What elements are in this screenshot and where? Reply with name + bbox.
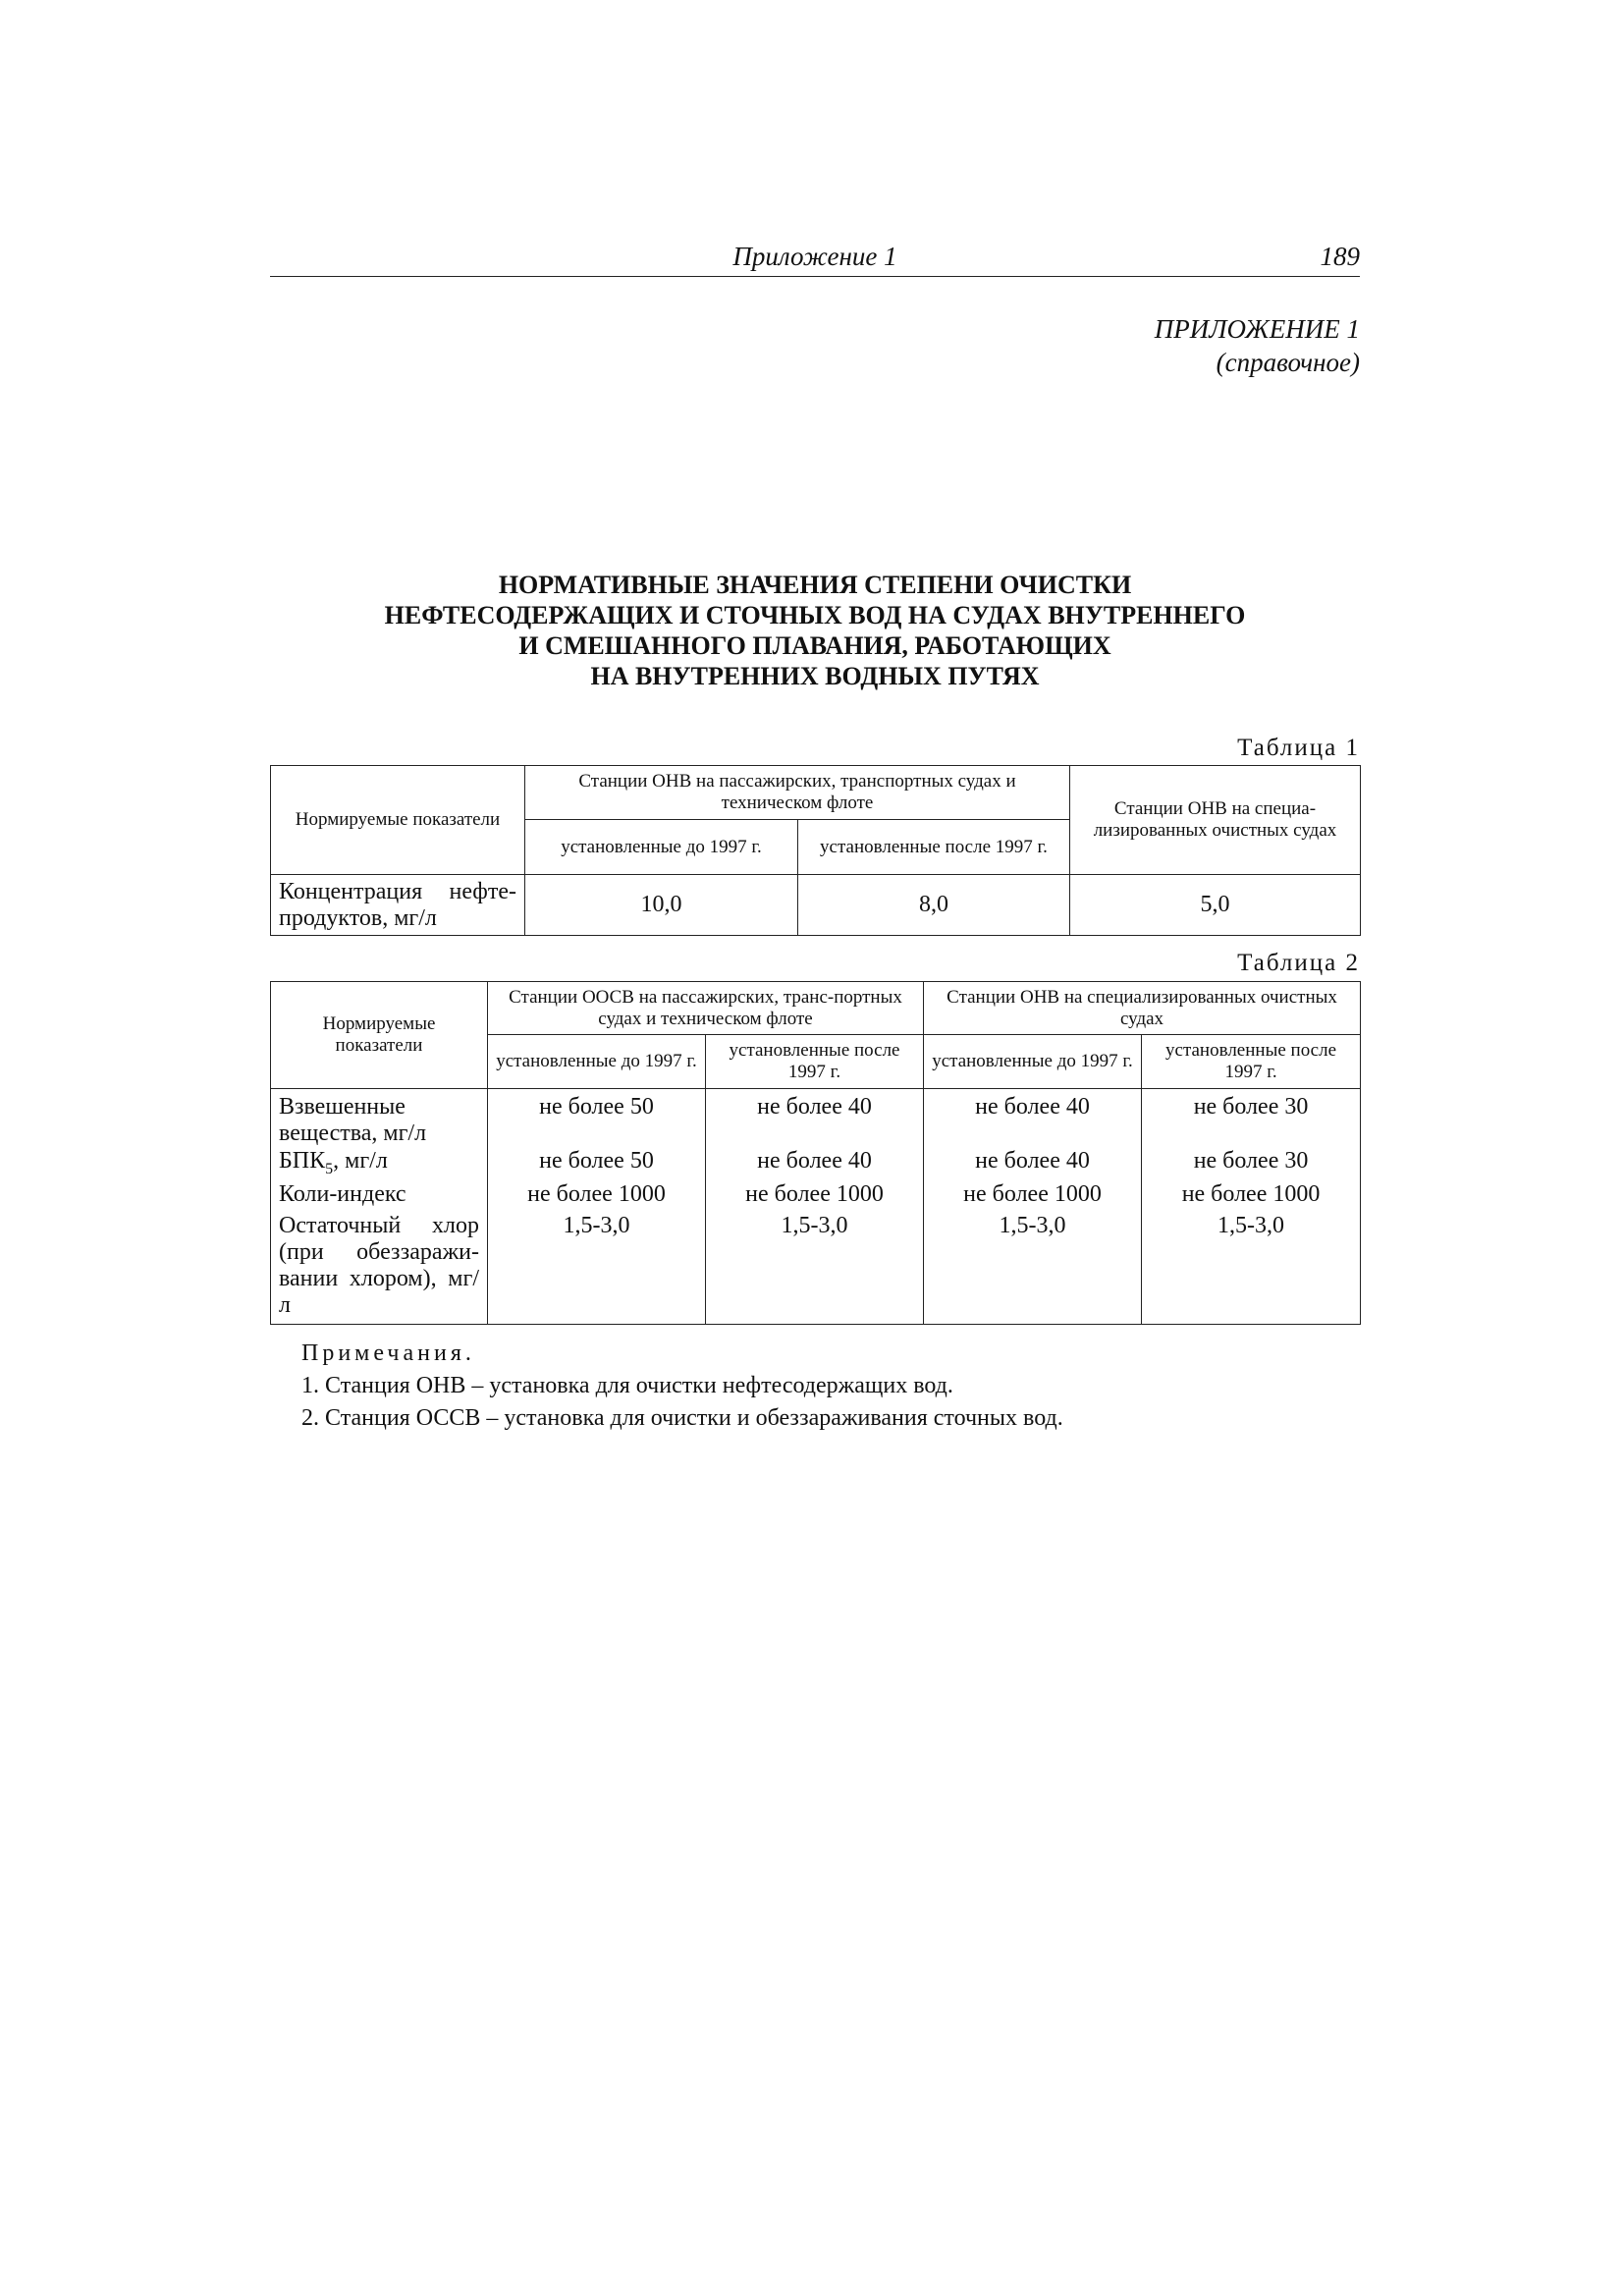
table2-caption: Таблица 2 bbox=[1237, 950, 1360, 976]
t2-row-label bbox=[271, 1148, 488, 1182]
t1-header-after-1997: установленные после 1997 г. bbox=[798, 820, 1070, 875]
appendix-label: ПРИЛОЖЕНИЕ 1 bbox=[1154, 314, 1360, 344]
t2-header-after-1997: установленные после 1997 г. bbox=[1142, 1035, 1361, 1089]
title-line: НОРМАТИВНЫЕ ЗНАЧЕНИЯ СТЕПЕНИ ОЧИСТКИ bbox=[498, 571, 1132, 599]
t2-value: не более 50 bbox=[488, 1089, 706, 1148]
t2-value: не более 30 bbox=[1142, 1148, 1361, 1182]
t2-value: не более 40 bbox=[706, 1148, 924, 1182]
t2-header-before-1997: установленные до 1997 г. bbox=[488, 1035, 706, 1089]
t2-value: не более 1000 bbox=[1142, 1181, 1361, 1213]
header-rule bbox=[270, 276, 1360, 277]
t2-value: не более 40 bbox=[924, 1148, 1142, 1182]
appendix-note: (справочное) bbox=[1216, 348, 1360, 377]
table1-caption: Таблица 1 bbox=[1237, 735, 1360, 761]
t1-header-before-1997: установленные до 1997 г. bbox=[525, 820, 798, 875]
t1-value: 5,0 bbox=[1070, 875, 1361, 936]
t1-value: 10,0 bbox=[525, 875, 798, 936]
t2-row-label-main: БПК bbox=[279, 1147, 326, 1174]
t2-value: не более 30 bbox=[1142, 1089, 1361, 1148]
t2-row-label: Остаточный хлор (при обеззаражи-вании хлором), мг/л bbox=[271, 1213, 488, 1324]
t2-header-indicator: Нормируемые показатели bbox=[271, 982, 488, 1089]
notes bbox=[301, 1338, 1063, 1435]
t1-header-indicator: Нормируемые показатели bbox=[271, 766, 525, 875]
t2-row-label: Взвешенные вещества, мг/л bbox=[271, 1089, 488, 1148]
t2-row-label-subscript: 5 bbox=[325, 1160, 334, 1177]
t2-value: 1,5-3,0 bbox=[706, 1213, 924, 1324]
t2-header-group-onv: Станции ОНВ на специализированных очистных судах bbox=[924, 982, 1361, 1035]
appendix-label-block bbox=[1155, 312, 1360, 379]
page-number: 189 bbox=[1320, 242, 1360, 271]
title-line: НА ВНУТРЕННИХ ВОДНЫХ ПУТЯХ bbox=[590, 662, 1040, 690]
t2-header-before-1997: установленные до 1997 г. bbox=[924, 1035, 1142, 1089]
t2-value: не более 50 bbox=[488, 1148, 706, 1182]
note-item: 2. Станция ОССВ – установка для очистки и обеззараживания сточных вод. bbox=[301, 1405, 1063, 1431]
t2-value: 1,5-3,0 bbox=[488, 1213, 706, 1324]
t2-value: не более 1000 bbox=[488, 1181, 706, 1213]
running-title: Приложение 1 bbox=[732, 242, 897, 271]
document-title bbox=[270, 570, 1360, 691]
t2-header-after-1997: установленные после 1997 г. bbox=[706, 1035, 924, 1089]
table-2 bbox=[270, 981, 1361, 1325]
t2-row-label-tail: , мг/л bbox=[333, 1147, 388, 1174]
table-1 bbox=[270, 765, 1361, 936]
title-line: И СМЕШАННОГО ПЛАВАНИЯ, РАБОТАЮЩИХ bbox=[518, 631, 1111, 660]
t2-value: не более 1000 bbox=[706, 1181, 924, 1213]
t1-header-group: Станции ОНВ на пассажирских, транспортных судах и техническом флоте bbox=[525, 766, 1070, 820]
title-line: НЕФТЕСОДЕРЖАЩИХ И СТОЧНЫХ ВОД НА СУДАХ ВНУТРЕННЕГО bbox=[384, 601, 1246, 629]
t2-value: 1,5-3,0 bbox=[1142, 1213, 1361, 1324]
t2-value: не более 1000 bbox=[924, 1181, 1142, 1213]
t1-value: 8,0 bbox=[798, 875, 1070, 936]
t2-header-group-oosv: Станции ООСВ на пассажирских, транс-портных судах и техническом флоте bbox=[488, 982, 924, 1035]
t2-value: не более 40 bbox=[706, 1089, 924, 1148]
t1-row-label: Концентрация нефте-продуктов, мг/л bbox=[271, 875, 525, 936]
notes-heading: Примечания. bbox=[301, 1340, 475, 1366]
t2-value: не более 40 bbox=[924, 1089, 1142, 1148]
t1-header-special: Станции ОНВ на специа-лизированных очистных судах bbox=[1070, 766, 1361, 875]
t2-value: 1,5-3,0 bbox=[924, 1213, 1142, 1324]
t2-row-label: Коли-индекс bbox=[271, 1181, 488, 1213]
note-item: 1. Станция ОНВ – установка для очистки нефтесодержащих вод. bbox=[301, 1373, 953, 1398]
